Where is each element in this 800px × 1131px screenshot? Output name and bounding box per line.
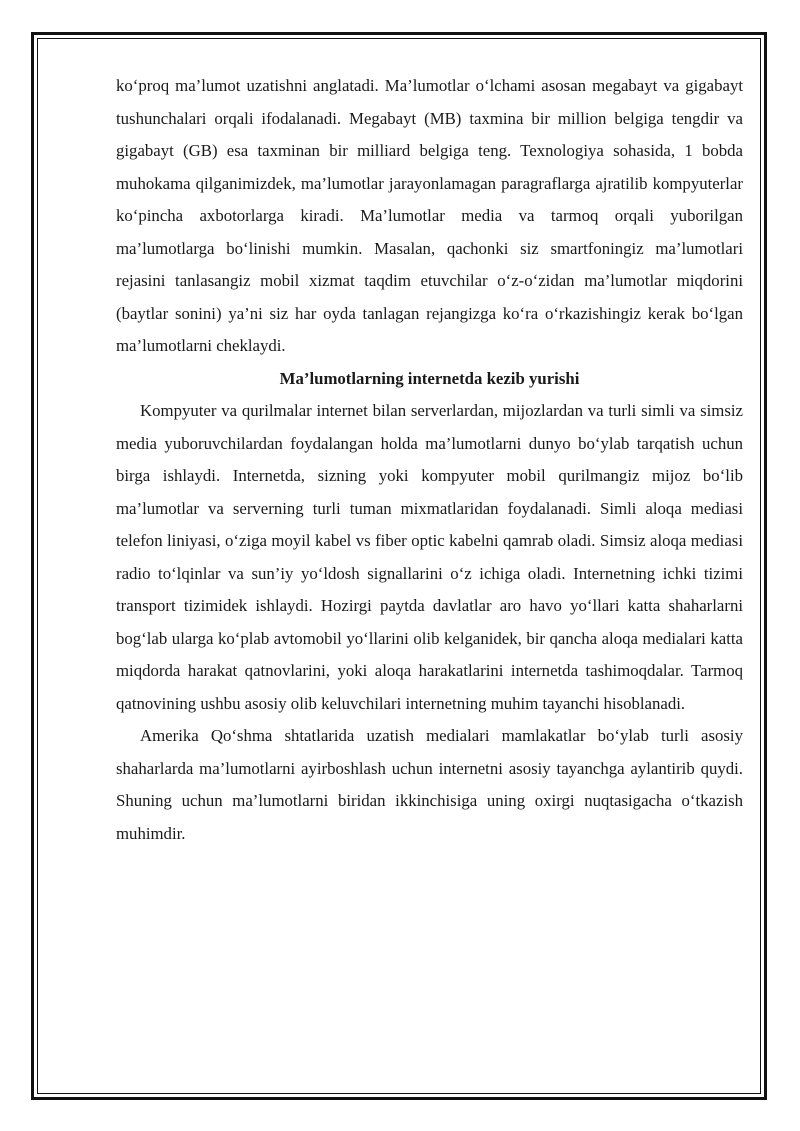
section-heading: Ma’lumotlarning internetda kezib yurishi bbox=[279, 368, 580, 388]
paragraph-1: ko‘proq ma’lumot uzatishni anglatadi. Ma’lumotlar o‘lchami asosan megabayt va gigabayt tushunchalari orqali ifodalanadi. Megabayt (MB) taxmina bir million belgiga tengdir va gigabayt (GB) esa taxminan bir milliard belgiga teng. Texnologiya sohasida, 1 bobda muhokama qilganimizdek, ma’lumotlar jarayonlamagan paragraflarga ajratilib kompyuterlar ko‘pincha axbotorlarga kiradi. Ma’lumotlar media va tarmoq orqali yuborilgan ma’lumotlarga bo‘linishi mumkin. Masalan, qachonki siz smartfoningiz ma’lumotlari rejasini tanlasangiz mobil xizmat taqdim etuvchilar o‘z-o‘zidan ma’lumotlar miqdorini (baytlar sonini) ya’ni siz har oyda tanlagan rejangizga ko‘ra o‘rkazishingiz kerak bo‘lgan ma’lumotlarni cheklaydi. bbox=[116, 76, 743, 355]
paragraph-3: Amerika Qo‘shma shtatlarida uzatish medialari mamlakatlar bo‘ylab turli asosiy shaharlarda ma’lumotlarni ayirboshlash uchun internetni asosiy tayanchga aylantirib quydi. Shuning uchun ma’lumotlarni biridan ikkinchisiga uning oxirgi nuqtasigacha o‘tkazish muhimdir. bbox=[116, 726, 743, 843]
paragraph-2: Kompyuter va qurilmalar internet bilan serverlardan, mijozlardan va turli simli va simsiz media yuboruvchilardan foydalangan holda ma’lumotlarni dunyo bo‘ylab tarqatish uchun birga ishlaydi. Internetda, sizning yoki kompyuter mobil qurilmangiz mijoz bo‘lib ma’lumotlar va serverning turli tuman mixmatlaridan foydalanadi. Simli aloqa mediasi telefon liniyasi, o‘ziga moyil kabel vs fiber optic kabelni qamrab oladi. Simsiz aloqa mediasi radio to‘lqinlar va sun’iy yo‘ldosh signallarini o‘z ichiga oladi. Internetning ichki tizimi transport tizimidek ishlaydi. Hozirgi paytda davlatlar aro havo yo‘llari katta shaharlarni bog‘lab ularga ko‘plab avtomobil yo‘llarini olib kelganidek, bir qancha aloqa medialari katta miqdorda harakat qatnovlarini, yoki aloqa harakatlarini internetda tashimoqdalar. Tarmoq qatnovining ushbu asosiy olib keluvchilari internetning muhim tayanchi hisoblanadi. bbox=[116, 401, 743, 713]
page-content bbox=[116, 70, 743, 850]
